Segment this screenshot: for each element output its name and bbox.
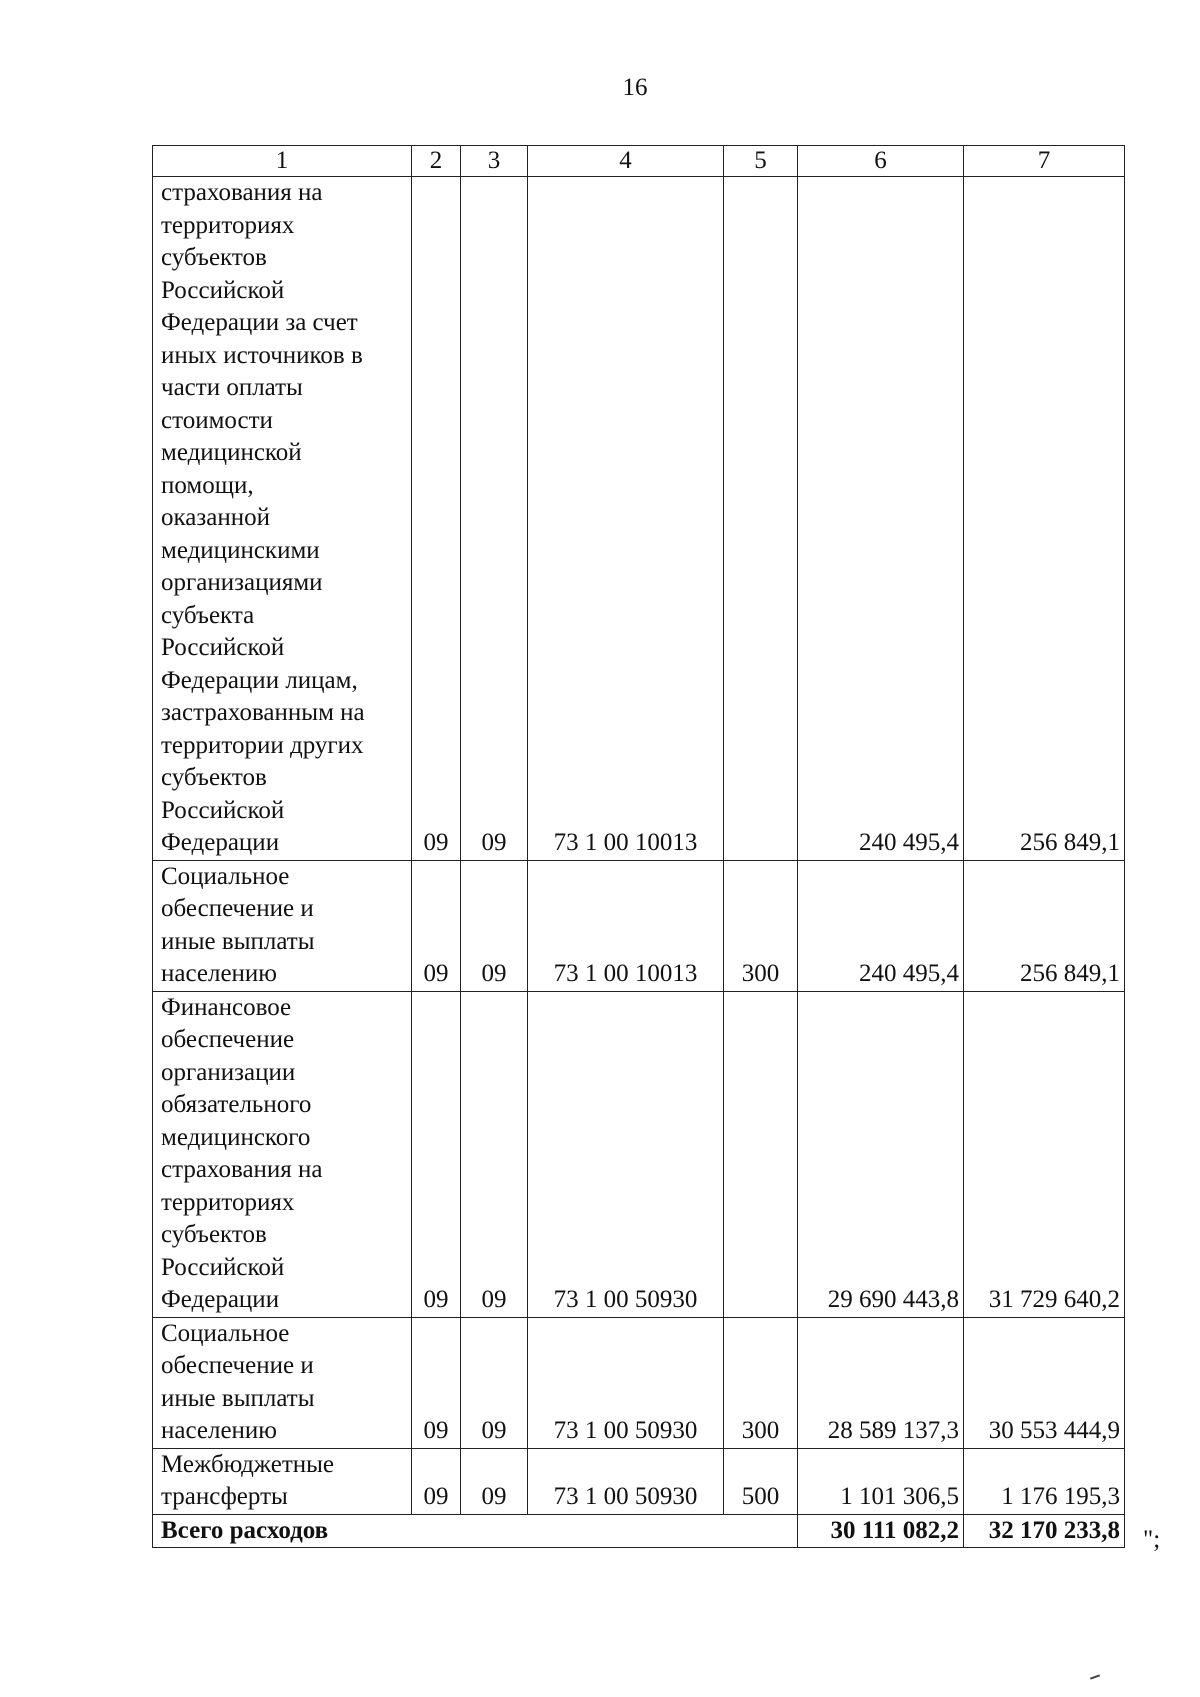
expense-type-cell: 300 (724, 860, 798, 991)
row-name-line: Федерации (161, 829, 280, 856)
subsection-code-cell: 09 (461, 1317, 528, 1448)
total-value-col6: 30 111 082,2 (798, 1514, 964, 1548)
table-row (153, 177, 1125, 861)
row-name-line: иных источников в (161, 341, 363, 369)
expense-type-cell: 300 (724, 1317, 798, 1448)
row-name-line: помощи, (161, 471, 254, 499)
amount-col7-cell: 30 553 444,9 (964, 1317, 1125, 1448)
closing-quote-mark: "; (1143, 1526, 1161, 1553)
row-name-line: страхования на (161, 179, 323, 206)
scan-edge-mark (1090, 1674, 1100, 1679)
subsection-code-cell: 09 (461, 177, 528, 861)
row-name-cell (153, 177, 412, 861)
expense-type-cell (724, 991, 798, 1317)
amount-col6-cell: 240 495,4 (798, 177, 964, 861)
row-name-line: страхования на (161, 1156, 323, 1183)
row-name-line: территориях (161, 211, 295, 239)
budget-table (152, 145, 1125, 1548)
section-code-cell: 09 (412, 177, 461, 861)
row-name-line: организациями (161, 569, 323, 596)
row-name-line: Финансовое (161, 993, 292, 1021)
row-name-cell (153, 1317, 412, 1448)
total-value-col7: 32 170 233,8 (964, 1514, 1125, 1548)
subsection-code-cell: 09 (461, 860, 528, 991)
row-name-line: Социальное (161, 1319, 290, 1347)
page-number: 16 (622, 74, 648, 101)
section-code-cell: 09 (412, 1317, 461, 1448)
amount-col6-cell: 1 101 306,5 (798, 1448, 964, 1514)
amount-col6-cell: 240 495,4 (798, 860, 964, 991)
section-code-cell: 09 (412, 860, 461, 991)
row-name-line: застрахованным на (161, 699, 365, 726)
header-cell: 4 (528, 146, 724, 177)
row-name-line: организации (161, 1058, 296, 1086)
row-name-line: Федерации лицам, (161, 666, 358, 694)
table-header-row (153, 146, 1125, 177)
expense-type-cell: 500 (724, 1448, 798, 1514)
expense-type-cell (724, 177, 798, 861)
header-cell: 1 (153, 146, 412, 177)
row-name-line: обеспечение и (161, 895, 314, 922)
row-name-line: субъектов (161, 764, 267, 791)
table-row (153, 1317, 1125, 1448)
row-name-line: территории других (161, 731, 364, 759)
row-name-line: стоимости (161, 406, 273, 434)
row-name-line: Социальное (161, 862, 290, 890)
row-name-line: обеспечение (161, 1026, 295, 1053)
row-name-cell (153, 1448, 412, 1514)
table-row (153, 991, 1125, 1317)
row-name-line: обязательного (161, 1091, 312, 1118)
row-name-line: Межбюджетные (161, 1450, 335, 1478)
target-article-cell: 73 1 00 10013 (528, 860, 724, 991)
target-article-cell: 73 1 00 10013 (528, 177, 724, 861)
target-article-cell: 73 1 00 50930 (528, 1448, 724, 1514)
subsection-code-cell: 09 (461, 991, 528, 1317)
total-row (153, 1514, 1125, 1548)
row-name-line: оказанной (161, 504, 270, 531)
row-name-line: медицинскими (161, 536, 320, 564)
amount-col7-cell: 31 729 640,2 (964, 991, 1125, 1317)
header-cell: 6 (798, 146, 964, 177)
row-name-line: медицинского (161, 1123, 311, 1151)
row-name-line: субъектов (161, 244, 267, 271)
row-name-line: Российской (161, 634, 285, 661)
table-row (153, 1448, 1125, 1514)
row-name-cell (153, 860, 412, 991)
target-article-cell: 73 1 00 50930 (528, 991, 724, 1317)
row-name-cell (153, 991, 412, 1317)
header-cell: 2 (412, 146, 461, 177)
target-article-cell: 73 1 00 50930 (528, 1317, 724, 1448)
header-cell: 7 (964, 146, 1125, 177)
section-code-cell: 09 (412, 1448, 461, 1514)
row-name-line: Федерации (161, 1286, 280, 1313)
row-name-line: обеспечение и (161, 1352, 314, 1379)
subsection-code-cell: 09 (461, 1448, 528, 1514)
row-name-line: Российской (161, 276, 285, 304)
row-name-line: иные выплаты (161, 927, 315, 955)
amount-col7-cell: 1 176 195,3 (964, 1448, 1125, 1514)
header-cell: 5 (724, 146, 798, 177)
row-name-line: населению (161, 960, 277, 987)
total-label: Всего расходов (153, 1514, 798, 1548)
row-name-line: Российской (161, 796, 285, 824)
row-name-line: медицинской (161, 439, 302, 466)
row-name-line: Федерации за счет (161, 309, 358, 336)
row-name-line: населению (161, 1417, 277, 1444)
row-name-line: иные выплаты (161, 1384, 315, 1412)
row-name-line: части оплаты (161, 374, 303, 401)
amount-col6-cell: 28 589 137,3 (798, 1317, 964, 1448)
table-row (153, 860, 1125, 991)
row-name-line: территориях (161, 1188, 295, 1216)
amount-col7-cell: 256 849,1 (964, 177, 1125, 861)
row-name-line: трансферты (161, 1483, 288, 1510)
row-name-line: субъекта (161, 601, 255, 629)
amount-col7-cell: 256 849,1 (964, 860, 1125, 991)
header-cell: 3 (461, 146, 528, 177)
amount-col6-cell: 29 690 443,8 (798, 991, 964, 1317)
row-name-line: субъектов (161, 1221, 267, 1248)
section-code-cell: 09 (412, 991, 461, 1317)
row-name-line: Российской (161, 1253, 285, 1281)
